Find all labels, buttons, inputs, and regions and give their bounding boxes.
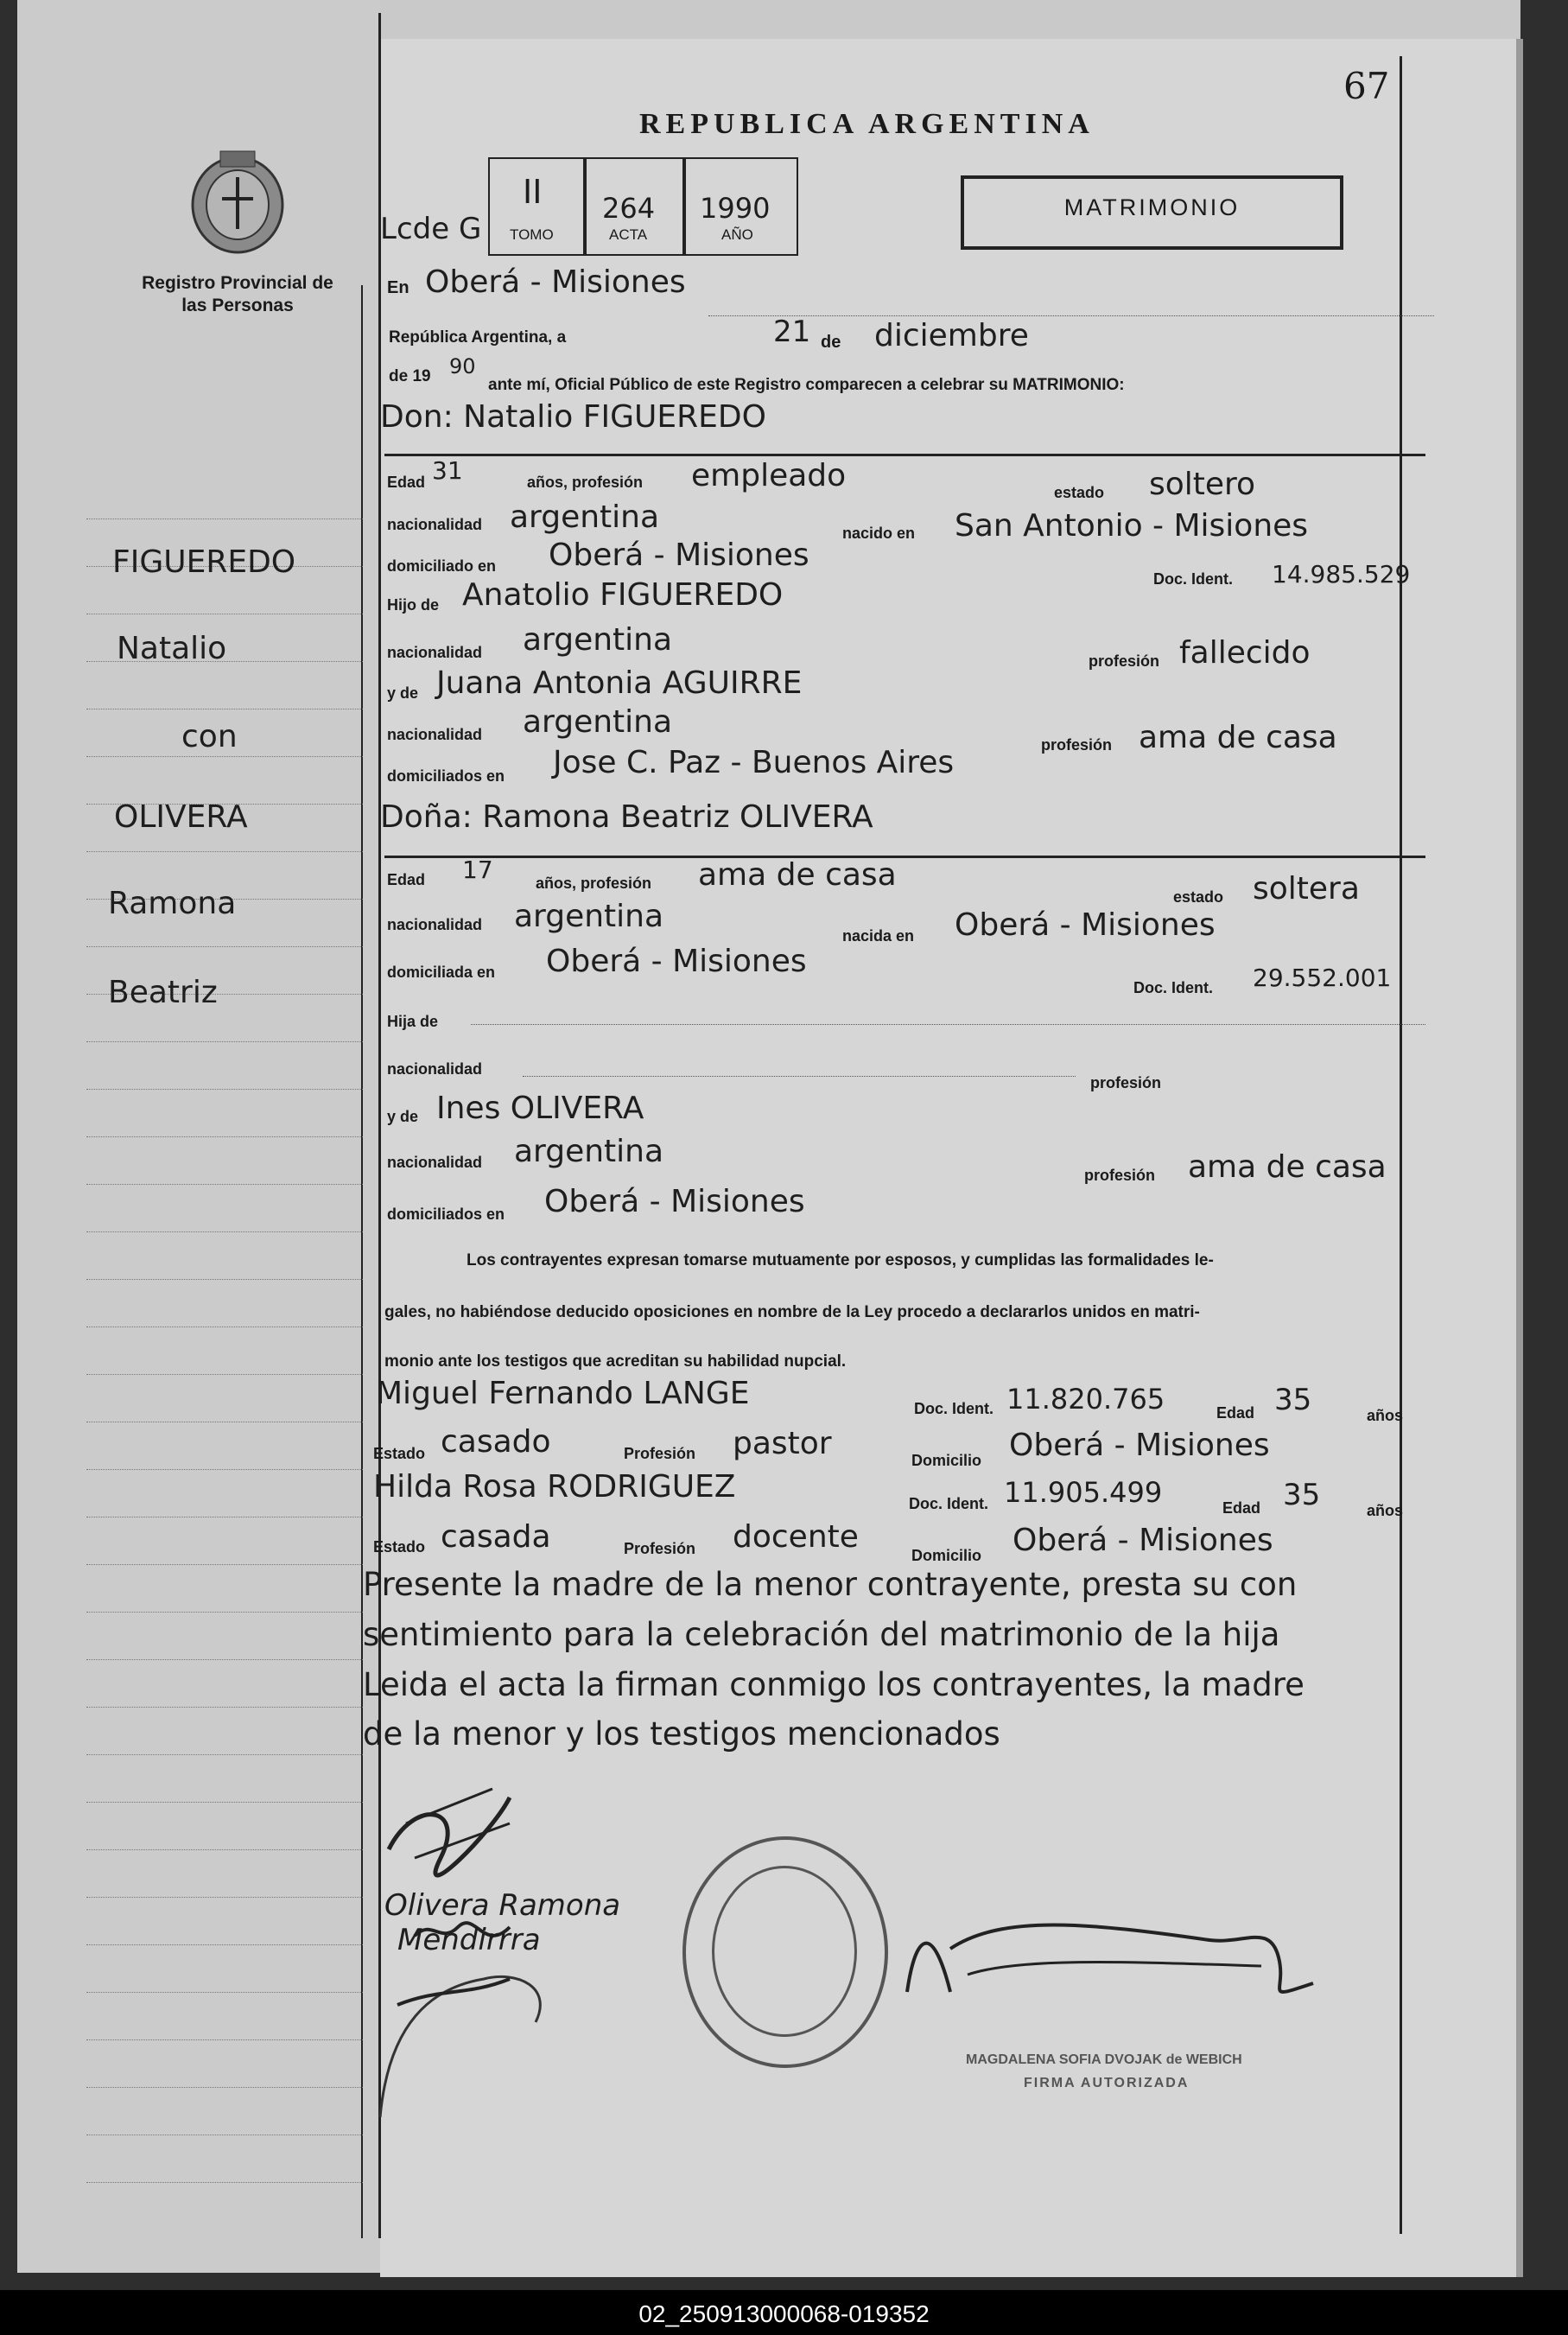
b-edad: 17 [462, 856, 493, 884]
tomo-value: II [523, 173, 543, 211]
g-doms: Jose C. Paz - Buenos Aires [553, 745, 955, 780]
country-title: REPUBLICA ARGENTINA [639, 108, 1095, 140]
w2-edad-label: Edad [1222, 1499, 1261, 1517]
b-hija-label: Hija de [387, 1013, 439, 1030]
b-doc-label: Doc. Ident. [1133, 979, 1214, 996]
b-nac-label: nacionalidad [387, 916, 483, 933]
g-edad: 31 [432, 456, 463, 485]
g-hijo-label: Hijo de [387, 596, 440, 614]
left-rule-line [86, 2087, 363, 2088]
w2-dom-label: Domicilio [911, 1547, 982, 1564]
w2-doc-label: Doc. Ident. [909, 1495, 989, 1512]
w1-dom-label: Domicilio [911, 1452, 982, 1469]
w1-anos: años [1367, 1407, 1404, 1424]
left-rule-line [86, 1802, 363, 1803]
g-nacido-label: nacido en [842, 525, 916, 542]
matrimonio-label: MATRIMONIO [1063, 194, 1241, 220]
en-value: Oberá - Misiones [425, 264, 686, 300]
left-rule-line [86, 1849, 363, 1850]
b-estado: soltera [1253, 871, 1360, 907]
right-border [1400, 56, 1402, 2234]
en-label: En [387, 278, 409, 297]
g-yde-label: y de [387, 684, 419, 702]
b-edad-label: Edad [387, 871, 426, 888]
groom-name: Don: Natalio FIGUEREDO [380, 399, 766, 435]
rule [471, 1024, 1425, 1025]
signature-text-2: Mendirrra [397, 1923, 541, 1957]
b-yde-label: y de [387, 1108, 419, 1125]
b-profesion: ama de casa [698, 857, 897, 893]
g-estado-label: estado [1054, 484, 1105, 501]
day-value: 21 [773, 315, 811, 349]
month-value: diciembre [874, 318, 1029, 353]
g-mother: Juana Antonia AGUIRRE [436, 665, 803, 701]
margin-surname-bride: OLIVERA [114, 799, 248, 835]
margin-name-bride: Ramona [108, 886, 237, 921]
w1-doc: 11.820.765 [1006, 1383, 1165, 1416]
g-profesion: empleado [691, 458, 847, 493]
g-edad-label: Edad [387, 474, 426, 491]
b-mother: Ines OLIVERA [436, 1091, 644, 1126]
w2-dom: Oberá - Misiones [1013, 1523, 1273, 1558]
b-doc: 29.552.001 [1253, 964, 1392, 992]
registry-label: Registro Provincial de las Personas [142, 273, 333, 315]
margin-surname-groom: FIGUEREDO [112, 544, 296, 580]
ano-label: AÑO [721, 226, 753, 243]
bride-name: Doña: Ramona Beatriz OLIVERA [380, 799, 873, 835]
rep-label: República Argentina, a [389, 328, 567, 347]
g-prof3-label: profesión [1041, 736, 1113, 754]
left-rule-line [86, 1612, 363, 1613]
left-rule-line [86, 1754, 363, 1755]
left-rule-line [86, 1897, 363, 1898]
b-nac3: argentina [514, 1134, 664, 1169]
year-label: de 19 [389, 367, 431, 385]
g-prof2-label: profesión [1089, 652, 1160, 670]
official-signature-icon [898, 1897, 1330, 2018]
left-rule-line [86, 1136, 363, 1137]
w2-name: Hilda Rosa RODRIGUEZ [373, 1469, 736, 1505]
year-value: 90 [449, 354, 476, 379]
left-rule-line [86, 2182, 363, 2183]
left-rule-line [86, 1659, 363, 1660]
acta-value: 264 [602, 192, 656, 225]
g-anos-prof: años, profesión [527, 474, 644, 491]
section-divider [384, 856, 1425, 858]
b-anos-prof: años, profesión [536, 875, 652, 892]
g-doc: 14.985.529 [1272, 560, 1411, 589]
w2-estado: casada [441, 1519, 551, 1555]
b-prof2-label: profesión [1090, 1074, 1162, 1091]
b-dom: Oberá - Misiones [546, 944, 807, 979]
b-prof3-label: profesión [1084, 1167, 1156, 1184]
tomo-prefix: Lcde G [380, 212, 482, 246]
left-rule-line [86, 1279, 363, 1280]
signature-text-1: Olivera Ramona [384, 1888, 621, 1923]
b-nac3-label: nacionalidad [387, 1154, 483, 1171]
left-rule-line [86, 1089, 363, 1090]
note-line-1: Presente la madre de la menor contrayente, presta su con [363, 1566, 1298, 1603]
g-prof3: ama de casa [1139, 720, 1337, 755]
w2-edad: 35 [1283, 1478, 1321, 1512]
left-rule-line [86, 1707, 363, 1708]
w2-prof-label: Profesión [624, 1540, 696, 1557]
footer-id: 02_250913000068-019352 [638, 2300, 930, 2327]
left-rule-line [86, 946, 363, 947]
g-nac3: argentina [523, 704, 673, 740]
w1-edad-label: Edad [1216, 1404, 1255, 1422]
rule [708, 315, 1434, 316]
g-nac: argentina [510, 499, 660, 535]
w1-dom: Oberá - Misiones [1009, 1428, 1270, 1463]
margin-con: con [181, 719, 238, 754]
tomo-label: TOMO [510, 226, 554, 243]
left-rule-line [86, 1469, 363, 1470]
left-rule-line [86, 1184, 363, 1185]
section-divider [384, 454, 1425, 456]
b-doms-label: domiciliados en [387, 1206, 505, 1223]
left-rule-line [86, 2039, 363, 2040]
note-line-2: sentimiento para la celebración del matrimonio de la hija [363, 1616, 1280, 1653]
g-prof2: fallecido [1179, 635, 1311, 671]
w2-prof: docente [733, 1519, 859, 1555]
b-nac: argentina [514, 899, 664, 934]
g-doc-label: Doc. Ident. [1153, 570, 1234, 588]
legal-line-2: gales, no habiéndose deducido oposiciones en nombre de la Ley procedo a declararlos unidos en matri- [384, 1303, 1200, 1321]
g-nac-label: nacionalidad [387, 516, 483, 533]
left-rule-line [86, 1041, 363, 1042]
g-nac2: argentina [523, 622, 673, 658]
ano-value: 1990 [700, 192, 771, 225]
g-doms-label: domiciliados en [387, 767, 505, 785]
note-line-3: Leida el acta la firman conmigo los contrayentes, la madre [363, 1666, 1305, 1703]
w1-doc-label: Doc. Ident. [914, 1400, 994, 1417]
g-dom: Oberá - Misiones [549, 538, 809, 573]
w1-prof-label: Profesión [624, 1445, 696, 1462]
b-estado-label: estado [1173, 888, 1224, 906]
w2-anos: años [1367, 1502, 1404, 1519]
g-dom-label: domiciliado en [387, 557, 497, 575]
b-nacida-label: nacida en [842, 927, 915, 945]
left-rule-line [86, 1944, 363, 1945]
b-dom-label: domiciliada en [387, 964, 496, 981]
b-prof3: ama de casa [1188, 1149, 1387, 1185]
left-rule-line [86, 1374, 363, 1375]
official-name: MAGDALENA SOFIA DVOJAK de WEBICH [966, 2052, 1242, 2067]
g-father: Anatolio FIGUEREDO [462, 577, 784, 613]
rule [523, 1076, 1076, 1077]
de-label: de [821, 333, 841, 352]
left-rule-line [86, 851, 363, 852]
left-rule-line [86, 1231, 363, 1232]
b-doms: Oberá - Misiones [544, 1184, 805, 1219]
g-nacido: San Antonio - Misiones [955, 508, 1309, 544]
w1-estado-label: Estado [373, 1445, 426, 1462]
page-number: 67 [1343, 65, 1390, 107]
official-stamp-icon [682, 1836, 888, 2068]
w1-estado: casado [441, 1424, 551, 1460]
w2-doc: 11.905.499 [1004, 1476, 1163, 1509]
footer-bar [0, 2290, 1568, 2335]
left-rule-line [86, 1992, 363, 1993]
w1-edad: 35 [1274, 1383, 1312, 1417]
legal-line-3: monio ante los testigos que acreditan su habilidad nupcial. [384, 1352, 847, 1371]
intro-statement: ante mí, Oficial Público de este Registro comparecen a celebrar su MATRIMONIO: [488, 376, 1125, 394]
margin-name-groom: Natalio [117, 631, 227, 666]
b-nacida: Oberá - Misiones [955, 907, 1216, 943]
legal-line-1: Los contrayentes expresan tomarse mutuamente por esposos, y cumplidas las formalidades le- [467, 1251, 1214, 1269]
w1-name: Miguel Fernando LANGE [376, 1376, 750, 1411]
margin-name-bride-2: Beatriz [108, 975, 218, 1010]
b-nac2-label: nacionalidad [387, 1060, 483, 1078]
g-nac3-label: nacionalidad [387, 726, 483, 743]
g-nac2-label: nacionalidad [387, 644, 483, 661]
left-rule-line [86, 756, 363, 757]
w1-prof: pastor [733, 1426, 832, 1461]
official-title: FIRMA AUTORIZADA [1024, 2076, 1190, 2090]
w2-estado-label: Estado [373, 1538, 426, 1556]
left-rule-line [86, 1564, 363, 1565]
g-estado: soltero [1149, 467, 1256, 502]
acta-label: ACTA [609, 226, 648, 243]
note-line-4: de la menor y los testigos mencionados [363, 1715, 1000, 1753]
coat-of-arms-icon [186, 143, 289, 255]
